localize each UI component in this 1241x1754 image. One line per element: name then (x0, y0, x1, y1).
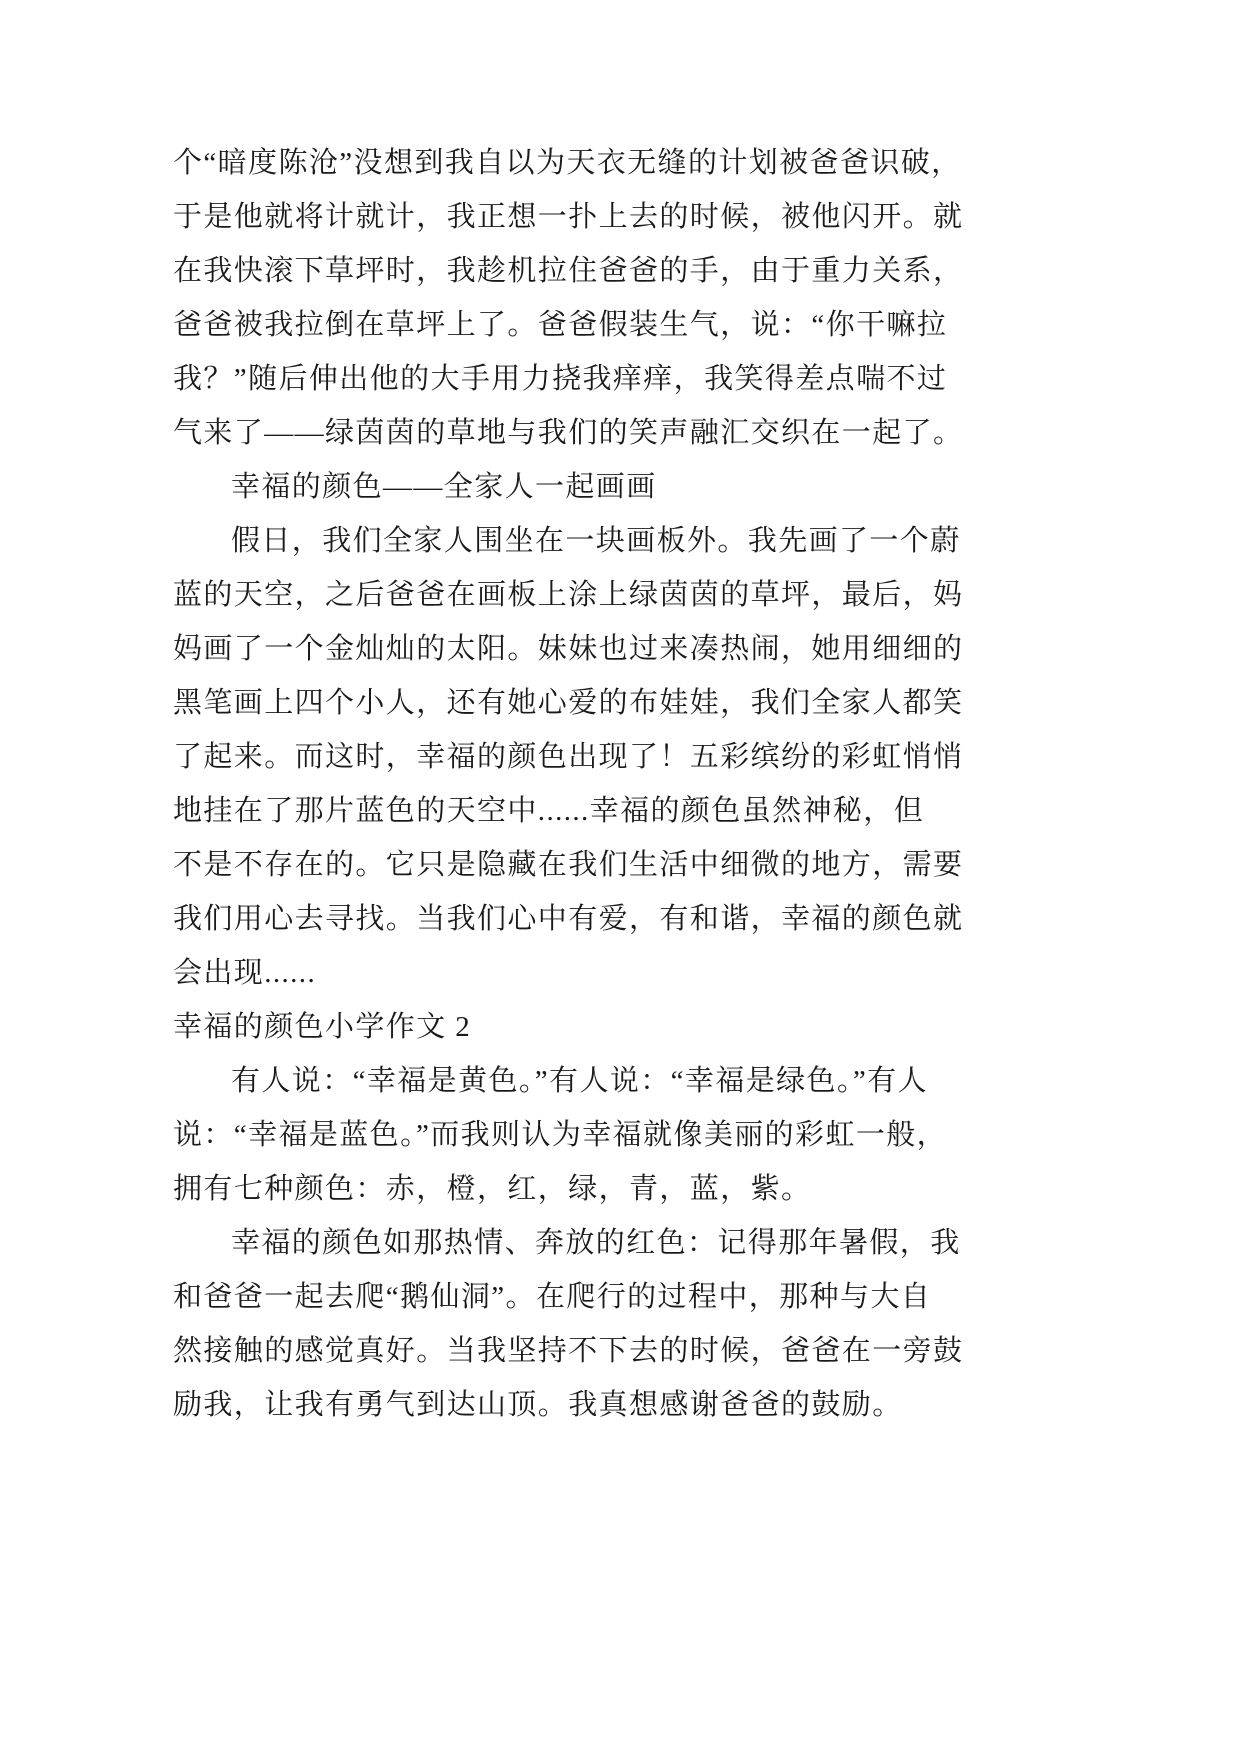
section-heading-text: 幸福的颜色——全家人一起画画 (231, 471, 657, 503)
text-line: 我们用心去寻找。当我们心中有爱，有和谐，幸福的颜色就 (173, 903, 964, 935)
paragraph (173, 1054, 1241, 1216)
text-line: 个“暗度陈沧”没想到我自以为天衣无缝的计划被爸爸识破， (173, 147, 962, 179)
text-line: 说：“幸福是蓝色。”而我则认为幸福就像美丽的彩虹一般， (173, 1119, 948, 1151)
essay-title-text: 幸福的颜色小学作文 2 (173, 1011, 472, 1043)
text-line: 会出现...... (173, 957, 317, 989)
section-heading (173, 460, 1241, 514)
text-line: 气来了——绿茵茵的草地与我们的笑声融汇交织在一起了。 (173, 417, 964, 449)
text-line: 励我，让我有勇气到达山顶。我真想感谢爸爸的鼓励。 (173, 1389, 903, 1421)
paragraph (173, 1216, 1241, 1432)
text-line: 妈画了一个金灿灿的太阳。妹妹也过来凑热闹，她用细细的 (173, 633, 964, 665)
text-line: 我？”随后伸出他的大手用力挠我痒痒，我笑得差点喘不过 (173, 363, 948, 395)
text-line: 不是不存在的。它只是隐藏在我们生活中细微的地方，需要 (173, 849, 964, 881)
text-line: 假日，我们全家人围坐在一块画板外。我先画了一个蔚 (231, 525, 961, 557)
text-line: 于是他就将计就计，我正想一扑上去的时候，被他闪开。就 (173, 201, 964, 233)
text-line: 地挂在了那片蓝色的天空中......幸福的颜色虽然神秘，但 (173, 795, 925, 827)
text-line: 幸福的颜色如那热情、奔放的红色：记得那年暑假，我 (231, 1227, 961, 1259)
essay-title (173, 1000, 1241, 1054)
text-line: 爸爸被我拉倒在草坪上了。爸爸假装生气，说：“你干嘛拉 (173, 309, 948, 341)
text-line: 了起来。而这时，幸福的颜色出现了！五彩缤纷的彩虹悄悄 (173, 741, 964, 773)
text-line: 黑笔画上四个小人，还有她心爱的布娃娃，我们全家人都笑 (173, 687, 964, 719)
paragraph (173, 136, 1241, 460)
text-line: 有人说：“幸福是黄色。”有人说：“幸福是绿色。”有人 (231, 1065, 928, 1097)
text-line: 蓝的天空，之后爸爸在画板上涂上绿茵茵的草坪，最后，妈 (173, 579, 964, 611)
text-line: 在我快滚下草坪时，我趁机拉住爸爸的手，由于重力关系， (173, 255, 964, 287)
text-line: 拥有七种颜色：赤，橙，红，绿，青，蓝，紫。 (173, 1173, 812, 1205)
text-line: 和爸爸一起去爬“鹅仙洞”。在爬行的过程中，那种与大自 (173, 1281, 932, 1313)
text-line: 然接触的感觉真好。当我坚持不下去的时候，爸爸在一旁鼓 (173, 1335, 964, 1367)
paragraph (173, 514, 1241, 1000)
